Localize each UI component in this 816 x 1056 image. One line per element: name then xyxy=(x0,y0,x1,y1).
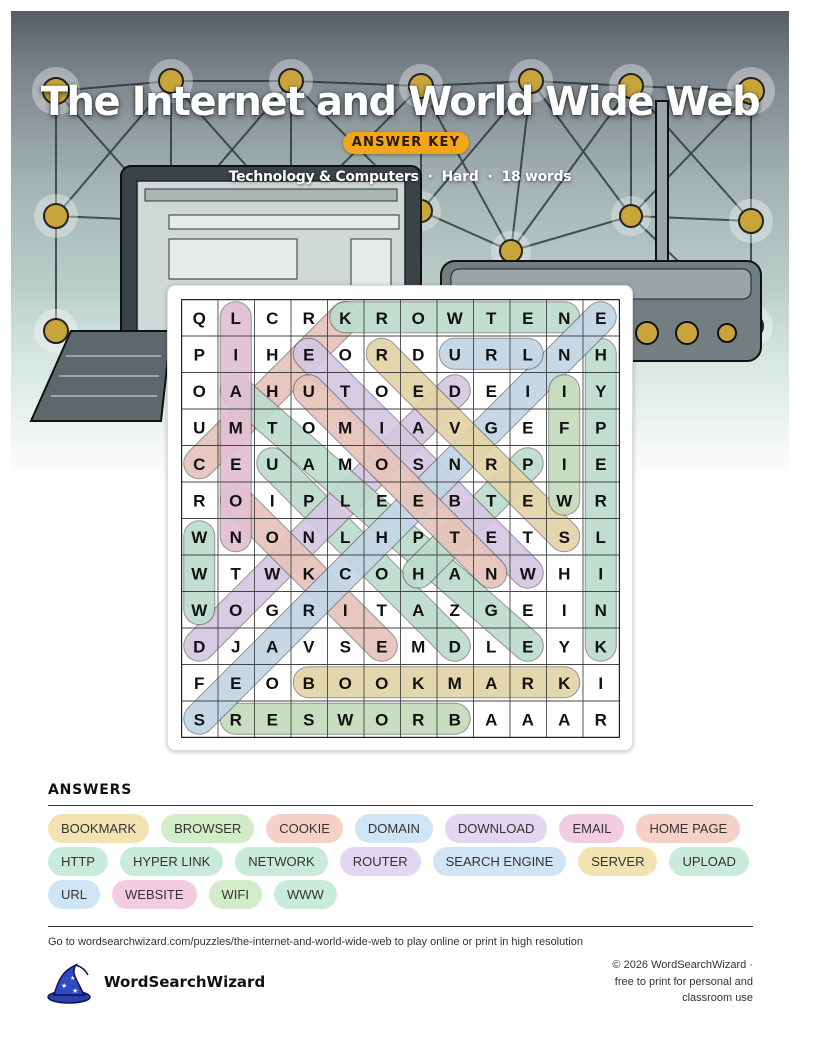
grid-letter: R xyxy=(412,710,425,730)
meta-separator: · xyxy=(427,169,433,185)
grid-letter: O xyxy=(302,418,316,438)
word-count-label: 18 words xyxy=(501,169,572,185)
grid-letter: T xyxy=(449,527,460,547)
grid-letter: L xyxy=(340,527,351,547)
grid-letter: R xyxy=(485,454,498,474)
grid-letter: K xyxy=(558,673,571,693)
grid-letter: E xyxy=(522,491,534,511)
grid-letter: A xyxy=(448,564,461,584)
grid-letter: O xyxy=(375,454,389,474)
grid-letter: I xyxy=(561,600,567,620)
grid-letter: G xyxy=(265,600,279,620)
grid-letter: E xyxy=(376,637,388,657)
grid-letter: E xyxy=(230,454,242,474)
grid-letter: K xyxy=(412,673,425,693)
grid-letter: P xyxy=(303,491,315,511)
grid-letter: R xyxy=(521,673,534,693)
grid-letter: L xyxy=(522,345,533,365)
grid-letter: R xyxy=(302,308,315,328)
grid-letter: W xyxy=(337,710,354,730)
grid-letter: F xyxy=(194,673,205,693)
grid-letter: M xyxy=(228,418,243,438)
grid-letter: L xyxy=(230,308,241,328)
answer-chip: WWW xyxy=(274,880,337,909)
grid-letter: T xyxy=(376,600,387,620)
grid-letter: D xyxy=(412,345,425,365)
answer-chip: ROUTER xyxy=(340,847,421,876)
page-title: The Internet and World Wide Web xyxy=(40,79,760,125)
grid-letter: A xyxy=(412,418,425,438)
answer-chip: HTTP xyxy=(48,847,108,876)
grid-letter: T xyxy=(230,564,241,584)
grid-letter: E xyxy=(303,345,315,365)
grid-letter: M xyxy=(411,637,426,657)
grid-letter: Z xyxy=(449,600,460,620)
grid-letter: H xyxy=(375,527,388,547)
wizard-hat-icon xyxy=(46,963,92,1005)
answers-heading: ANSWERS xyxy=(48,782,133,798)
grid-letter: P xyxy=(193,345,205,365)
grid-letter: C xyxy=(339,564,352,584)
grid-letter: E xyxy=(485,381,497,401)
grid-letter: L xyxy=(486,637,497,657)
grid-letter: W xyxy=(446,308,463,328)
grid-letter: W xyxy=(519,564,536,584)
puzzle-meta xyxy=(11,169,789,185)
grid-letter: R xyxy=(229,710,242,730)
grid-letter: A xyxy=(412,600,425,620)
grid-letter: O xyxy=(375,381,389,401)
grid-letter: T xyxy=(522,527,533,547)
grid-letter: E xyxy=(595,308,607,328)
grid-letter: D xyxy=(448,637,461,657)
grid-letter: O xyxy=(229,491,243,511)
grid-letter: H xyxy=(558,564,571,584)
grid-letter: D xyxy=(193,637,206,657)
grid-letter: H xyxy=(594,345,607,365)
answer-chip: EMAIL xyxy=(559,814,624,843)
answer-chip: DOMAIN xyxy=(355,814,433,843)
copyright-line: classroom use xyxy=(682,992,753,1004)
grid-letter: N xyxy=(448,454,461,474)
grid-letter: E xyxy=(485,527,497,547)
grid-letter: K xyxy=(302,564,315,584)
grid-letter: R xyxy=(485,345,498,365)
grid-letter: P xyxy=(595,418,607,438)
grid-letter: I xyxy=(598,564,604,584)
footer-link-text[interactable]: Go to wordsearchwizard.com/puzzles/the-internet-and-world-wide-web to play online or print in high resolution xyxy=(48,936,583,948)
grid-letter: B xyxy=(448,710,461,730)
copyright-notice xyxy=(573,957,753,1007)
grid-letter: V xyxy=(303,637,315,657)
answer-chip: WEBSITE xyxy=(112,880,197,909)
grid-letter: I xyxy=(525,381,531,401)
grid-letter: B xyxy=(302,673,315,693)
grid-letter: E xyxy=(412,381,424,401)
answer-chip: HOME PAGE xyxy=(636,814,740,843)
grid-letter: L xyxy=(340,491,351,511)
grid-letter: E xyxy=(595,454,607,474)
grid-letter: P xyxy=(412,527,424,547)
grid-letter: N xyxy=(558,345,571,365)
grid-letter: R xyxy=(193,491,206,511)
grid-letter: O xyxy=(411,308,425,328)
grid-letter: Q xyxy=(192,308,206,328)
grid-letter: U xyxy=(266,454,279,474)
grid-letter: O xyxy=(192,381,206,401)
answer-chip: UPLOAD xyxy=(669,847,748,876)
grid-letter: E xyxy=(376,491,388,511)
grid-letter: R xyxy=(302,600,315,620)
svg-text:★: ★ xyxy=(70,976,76,982)
grid-letter: M xyxy=(447,673,462,693)
grid-letter: C xyxy=(193,454,206,474)
grid-letter: S xyxy=(303,710,315,730)
grid-letter: T xyxy=(267,418,278,438)
grid-letter: O xyxy=(265,527,279,547)
grid-letter: O xyxy=(229,600,243,620)
grid-letter: I xyxy=(269,491,275,511)
word-search-grid xyxy=(181,299,620,738)
grid-letter: A xyxy=(521,710,534,730)
grid-letter: K xyxy=(339,308,352,328)
answer-chip: HYPER LINK xyxy=(120,847,223,876)
grid-letter: I xyxy=(598,673,604,693)
grid-letter: M xyxy=(338,418,353,438)
grid-letter: R xyxy=(594,710,607,730)
grid-letter: H xyxy=(266,345,279,365)
grid-letter: E xyxy=(522,637,534,657)
copyright-line: free to print for personal and xyxy=(614,975,753,988)
grid-letter: N xyxy=(594,600,607,620)
answer-chip: BOOKMARK xyxy=(48,814,149,843)
grid-letter: W xyxy=(191,527,208,547)
grid-letter: D xyxy=(448,381,461,401)
grid-letter: G xyxy=(484,418,498,438)
grid-letter: O xyxy=(375,673,389,693)
grid-letter: V xyxy=(449,418,461,438)
grid-letter: N xyxy=(302,527,315,547)
grid-letter: E xyxy=(522,418,534,438)
grid-letter: A xyxy=(485,710,498,730)
answer-chip: WIFI xyxy=(209,880,262,909)
grid-letter: U xyxy=(302,381,315,401)
grid-letter: O xyxy=(265,673,279,693)
answer-chip: NETWORK xyxy=(235,847,327,876)
grid-letter: T xyxy=(486,491,497,511)
grid-letter: U xyxy=(448,345,461,365)
grid-letter: T xyxy=(340,381,351,401)
brand-name: WordSearchWizard xyxy=(104,973,266,991)
grid-letter: O xyxy=(375,710,389,730)
grid-letter: T xyxy=(486,308,497,328)
answer-chip: SERVER xyxy=(578,847,657,876)
copyright-line: © 2026 WordSearchWizard · xyxy=(612,959,753,971)
grid-letter: R xyxy=(375,308,388,328)
grid-letter: I xyxy=(379,418,385,438)
answer-chip: COOKIE xyxy=(266,814,343,843)
grid-letter: F xyxy=(559,418,570,438)
grid-letter: J xyxy=(231,637,241,657)
grid-letter: R xyxy=(375,345,388,365)
grid-letter: W xyxy=(191,600,208,620)
grid-letter: S xyxy=(558,527,570,547)
grid-letter: L xyxy=(595,527,606,547)
grid-letter: I xyxy=(342,600,348,620)
grid-letter: S xyxy=(412,454,424,474)
grid-letter: N xyxy=(558,308,571,328)
grid-letter: E xyxy=(522,600,534,620)
grid-letter: W xyxy=(264,564,281,584)
difficulty-label: Hard xyxy=(441,169,479,185)
svg-text:★: ★ xyxy=(61,983,68,990)
answer-list xyxy=(48,814,760,909)
grid-letter: U xyxy=(193,418,206,438)
grid-letter: A xyxy=(266,637,279,657)
grid-letter: W xyxy=(556,491,573,511)
grid-letter: W xyxy=(191,564,208,584)
answer-chip: URL xyxy=(48,880,100,909)
grid-letter: O xyxy=(338,345,352,365)
grid-letter: E xyxy=(230,673,242,693)
grid-letter: A xyxy=(485,673,498,693)
answer-chip: DOWNLOAD xyxy=(445,814,548,843)
category-label: Technology & Computers xyxy=(228,169,419,185)
grid-letter: R xyxy=(594,491,607,511)
grid-letter: A xyxy=(229,381,242,401)
grid-letter: N xyxy=(229,527,242,547)
grid-letter: S xyxy=(193,710,205,730)
answer-key-badge: ANSWER KEY xyxy=(343,132,469,154)
grid-letter: G xyxy=(484,600,498,620)
grid-letter: E xyxy=(266,710,278,730)
answer-chip: SEARCH ENGINE xyxy=(433,847,567,876)
grid-letter: E xyxy=(522,308,534,328)
grid-letter: Y xyxy=(558,637,570,657)
grid-letter: H xyxy=(412,564,425,584)
grid-letter: I xyxy=(561,454,567,474)
grid-letter: E xyxy=(412,491,424,511)
grid-letter: I xyxy=(561,381,567,401)
grid-letter: I xyxy=(233,345,239,365)
grid-letter: H xyxy=(266,381,279,401)
divider xyxy=(48,926,753,927)
grid-letter: K xyxy=(594,637,607,657)
answer-chip: BROWSER xyxy=(161,814,254,843)
grid-letter: O xyxy=(338,673,352,693)
divider xyxy=(48,805,753,806)
grid-letter: A xyxy=(302,454,315,474)
grid-letter: Y xyxy=(595,381,607,401)
svg-text:★: ★ xyxy=(72,988,79,995)
grid-letter: A xyxy=(558,710,571,730)
meta-separator: · xyxy=(487,169,493,185)
grid-letter: P xyxy=(522,454,534,474)
grid-letter: O xyxy=(375,564,389,584)
grid-letter: B xyxy=(448,491,461,511)
grid-letter: N xyxy=(485,564,498,584)
grid-letter: M xyxy=(338,454,353,474)
highlight-layer xyxy=(199,317,604,719)
grid-letter: S xyxy=(339,637,351,657)
grid-letter: C xyxy=(266,308,279,328)
